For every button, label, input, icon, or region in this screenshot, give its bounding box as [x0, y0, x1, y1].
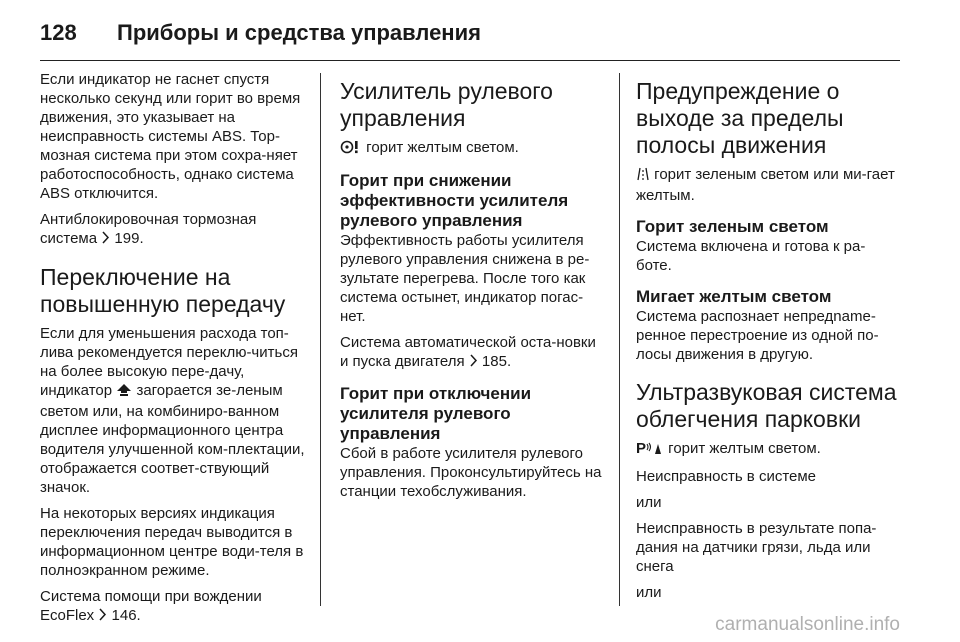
ecoflex-ref-page[interactable]: 146. — [111, 607, 141, 624]
lane-status-text: горит зеленым светом или ми-гает желтым. — [636, 166, 895, 204]
abs-ref-page[interactable]: 199. — [114, 230, 144, 247]
subheading-lane-green: Горит зеленым светом — [636, 217, 829, 236]
stop-start-ref-page[interactable]: 185. — [481, 353, 512, 370]
paragraph-or-1: или — [636, 494, 662, 511]
paragraph-stop-start — [340, 333, 602, 372]
paragraph-or-2: или — [636, 584, 662, 601]
paragraph-lane-status — [636, 165, 900, 205]
paragraph-steering-overheat: Эффективность работы усилителя рулевого управления снижена в ре-зультате перегрева. После того как система остынет, индикатор погас-нет. — [340, 232, 590, 325]
ecoflex-text: Система помощи при вождении EcoFlex — [40, 588, 262, 624]
column-middle — [340, 70, 602, 508]
subheading-steering-off: Горит при отключении усилителя рулевого управления — [340, 384, 532, 443]
steering-yellow-text: горит желтым светом. — [366, 139, 519, 156]
page-title: Приборы и средства управления — [117, 20, 481, 45]
section-heading-shift: Переключение на повышенную передачу — [40, 264, 286, 317]
shift-up-indicator-icon — [116, 383, 132, 402]
paragraph-ecoflex — [40, 587, 310, 626]
page-number: 128 — [40, 20, 77, 45]
header-divider — [40, 60, 900, 61]
reference-arrow-icon[interactable] — [98, 607, 107, 626]
paragraph-parking-fault: Неисправность в системе — [636, 468, 817, 485]
column-divider — [619, 73, 620, 606]
subheading-steering-reduced: Горит при снижении эффективности усилителя рулевого управления — [340, 171, 569, 230]
lane-departure-icon — [636, 167, 650, 186]
shift-text-a: Если для уменьшения расхода топ-лива рекомендуется переклю-читься на более высокую пере-дачу, индикатор — [40, 325, 298, 399]
paragraph-abs-ref — [40, 210, 310, 249]
reference-arrow-icon[interactable] — [469, 353, 478, 372]
abs-ref-text: Антиблокировочная тормозная система — [40, 211, 257, 247]
paragraph-shift-indicator — [40, 324, 310, 497]
paragraph-lane-ready: Система включена и готова к ра-боте. — [636, 238, 866, 274]
parking-assist-icon — [636, 440, 664, 460]
section-heading-power-steering: Усилитель рулевого управления — [340, 78, 553, 131]
section-heading-lane-departure: Предупреждение о выходе за пределы полосы движения — [636, 78, 844, 158]
watermark: carmanualsonline.info — [715, 614, 900, 635]
paragraph-steering-yellow — [340, 138, 602, 159]
power-steering-warning-icon — [340, 140, 362, 159]
parking-yellow-text: горит желтым светом. — [668, 440, 821, 457]
section-heading-parking-assist: Ультразвуковая система облегчения парковки — [636, 379, 897, 432]
paragraph-lane-detect: Система распознает непредname-ренное перестроение из одной по-лосы движения в другую. — [636, 308, 879, 363]
paragraph-parking-yellow — [636, 439, 900, 460]
page-header — [40, 20, 481, 50]
stop-start-text: Система автоматической оста-новки и пуска двигателя — [340, 334, 596, 370]
column-left — [40, 70, 310, 633]
svg-text:P: P — [636, 440, 647, 455]
paragraph-abs-fault: Если индикатор не гаснет спустя несколько секунд или горит во время движения, это указывает на неисправность системы ABS. Тор-мозная система при этом сохра-няет работоспособность, однако система ABS отключится. — [40, 71, 301, 202]
paragraph-parking-dirt: Неисправность в результате попа-дания на датчики грязи, льда или снега — [636, 520, 877, 575]
paragraph-steering-failure: Сбой в работе усилителя рулевого управления. Проконсультируйтесь на станции техобслуживания. — [340, 445, 602, 500]
column-right — [636, 70, 900, 609]
shift-text-b: загорается зе-леным светом или, на комбиниро-ванном дисплее информационного центра водителя улучшенной ком-плектации, отображается соответ-ствующий значок. — [40, 382, 305, 496]
reference-arrow-icon[interactable] — [101, 230, 110, 249]
subheading-lane-yellow: Мигает желтым светом — [636, 287, 832, 306]
column-divider — [320, 73, 321, 606]
paragraph-shift-fullscreen: На некоторых версиях индикация переключения передач выводится в информационном центре води-теля в полноэкранном режиме. — [40, 505, 304, 579]
